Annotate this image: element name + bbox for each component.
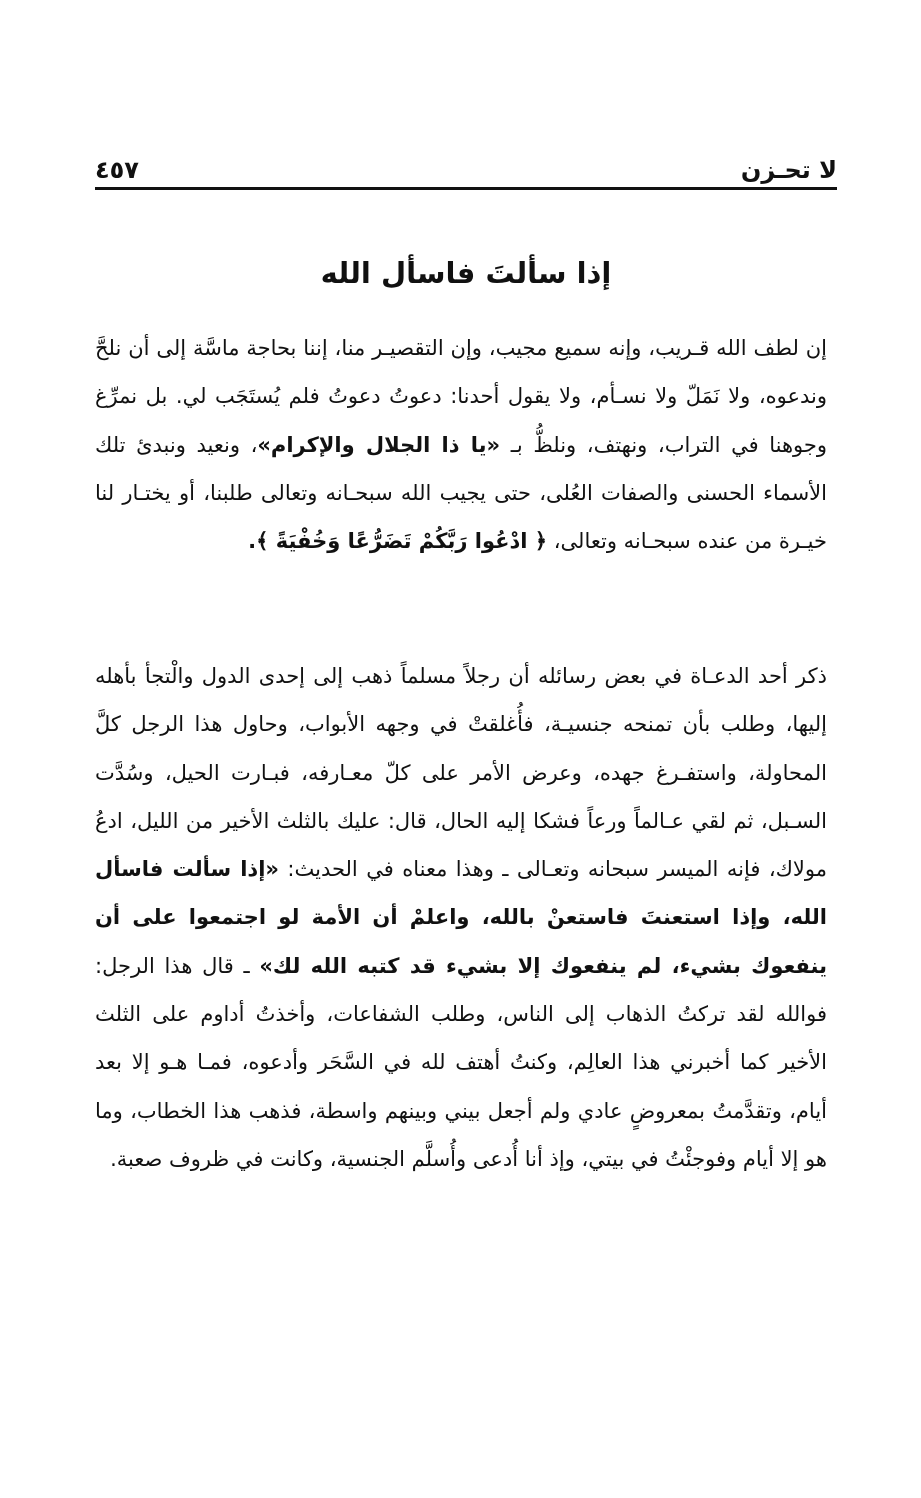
paragraph-1 <box>95 324 827 565</box>
paragraph-1-text-start: إن لطف الله قـريب، وإنه سميع مجيب، وإن التقصيـر منا، إننا بحاجة ماسَّة إلى أن نلحَّ وندعوه، ولا نَمَلّ ولا نسـأم، ولا يقول أحدنا: دعوتُ دعوتُ فلم يُستَجَب لي. بل نمرِّغ وجوهنا في التراب، ونهتف، ونلظُّ بـ <box>95 336 827 457</box>
paragraph-2-text-end: ـ قال هذا الرجل: فوالله لقد تركتُ الذهاب إلى الناس، وطلب الشفاعات، وأخذتُ أداوم على الثلث الأخير كما أخبرني هذا العالِم، وكنتُ أهتف لله في السَّحَر وأدعوه، فمـا هـو إلا بعد أيام، وتقدَّمتُ بمعروضٍ عادي ولم أجعل بيني وبينهم واسطة، فذهب هذا الخطاب، وما هو إلا أيام وفوجئْتُ في بيتي، وإذ أنا أُدعى وأُسلَّم الجنسية، وكانت في ظروف صعبة. <box>95 953 827 1171</box>
header-divider <box>95 187 837 190</box>
paragraph-2-text-start: ذكر أحد الدعـاة في بعض رسائله أن رجلاً مسلماً ذهب إلى إحدى الدول والْتجأ بأهله إليها، وطلب بأن تمنحه جنسيـة، فأُغلقتْ في وجهه الأبواب، وحاول هذا الرجل كلَّ المحاولة، واستفـرغ جهده، وعرض الأمر على كلّ معـارفه، فبـارت الحيل، وسُدَّت السـبل، ثم لقي عـالماً ورعاً فشكا إليه الحال، قال: عليك بالثلث الأخير من الليل، ادعُ مولاك، فإنه الميسر سبحانه وتعـالى ـ وهذا معناه في الحديث: <box>95 664 827 882</box>
book-title: لا تحـزن <box>740 156 837 184</box>
bold-hadith: «إذا سألت فاسأل الله، وإذا استعنتَ فاستعنْ بالله، واعلمْ أن الأمة لو اجتمعوا على أن ينفعوك بشيء، لم ينفعوك إلا بشيء قد كتبه الله لك» <box>95 857 828 978</box>
page-number: ٤٥٧ <box>95 156 139 184</box>
paragraph-1-text-end: ، ونعيد ونبدئ تلك الأسماء الحسنى والصفات العُلى، حتى يجيب الله سبحـانه وتعالى طلبنا، أو يختـار لنا خيـرة من عنده سبحـانه وتعالى، <box>95 432 827 554</box>
quran-verse: ﴿ ادْعُوا رَبَّكُمْ تَضَرُّعًا وَخُفْيَةً ﴾. <box>248 529 548 554</box>
page-header <box>95 150 837 190</box>
paragraph-2 <box>95 652 827 1183</box>
section-title: إذا سألتَ فاسأل الله <box>320 256 612 290</box>
bold-invocation: «يا ذا الجلال والإكرام» <box>257 432 501 457</box>
